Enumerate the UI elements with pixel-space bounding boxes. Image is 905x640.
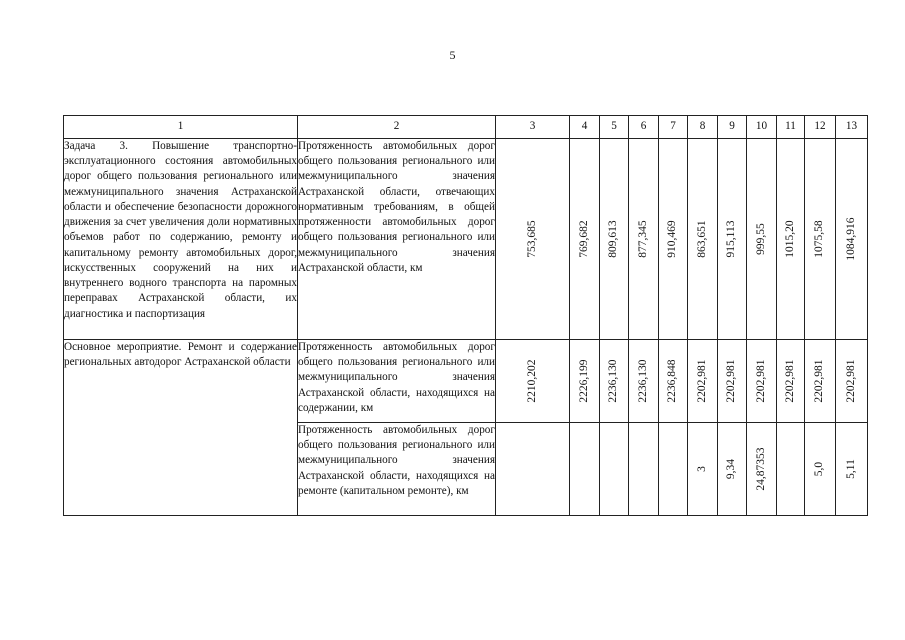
header-cell: 7 bbox=[659, 116, 688, 139]
value-cell bbox=[777, 340, 805, 423]
value-text: 915,113 bbox=[725, 220, 738, 258]
header-cell: 3 bbox=[496, 116, 570, 139]
value-text: 2236,130 bbox=[636, 359, 649, 403]
value-text: 2202,981 bbox=[813, 359, 826, 403]
task-cell: Основное мероприятие. Ремонт и содержание региональных автодорог Астраханской области bbox=[64, 340, 298, 516]
header-cell: 11 bbox=[777, 116, 805, 139]
value-cell bbox=[718, 423, 747, 516]
value-cell bbox=[777, 139, 805, 340]
value-cell bbox=[688, 340, 718, 423]
value-text: 2202,981 bbox=[695, 359, 708, 403]
header-cell: 6 bbox=[629, 116, 659, 139]
value-text: 877,345 bbox=[636, 220, 649, 258]
value-cell bbox=[496, 139, 570, 340]
value-cell bbox=[805, 423, 836, 516]
value-cell bbox=[570, 340, 600, 423]
value-cell bbox=[747, 139, 777, 340]
value-cell bbox=[659, 340, 688, 423]
page-number: 5 bbox=[449, 48, 456, 62]
header-cell: 10 bbox=[747, 116, 777, 139]
value-text: 2236,130 bbox=[607, 359, 620, 403]
value-text: 2236,848 bbox=[666, 359, 679, 403]
value-cell bbox=[659, 139, 688, 340]
value-cell bbox=[718, 139, 747, 340]
value-text: 5,0 bbox=[813, 461, 826, 477]
value-cell bbox=[629, 340, 659, 423]
value-text: 3 bbox=[695, 466, 708, 472]
header-cell: 13 bbox=[836, 116, 868, 139]
value-cell bbox=[600, 139, 629, 340]
value-cell bbox=[836, 139, 868, 340]
value-cell bbox=[836, 423, 868, 516]
value-text: 999,55 bbox=[754, 223, 767, 255]
value-cell bbox=[629, 423, 659, 516]
value-text: 863,651 bbox=[695, 220, 708, 258]
value-text: 2202,981 bbox=[725, 359, 738, 403]
value-cell bbox=[777, 423, 805, 516]
value-text: 1015,20 bbox=[783, 220, 796, 258]
value-cell bbox=[659, 423, 688, 516]
indicator-cell: Протяженность автомобильных дорог общего пользования регионального или межмуниципального значения Астраханской области, находящихся на ремонте (капитальном ремонте), км bbox=[298, 423, 496, 516]
value-text: 753,685 bbox=[525, 220, 538, 258]
header-cell: 9 bbox=[718, 116, 747, 139]
value-cell bbox=[688, 139, 718, 340]
value-text: 809,613 bbox=[607, 220, 620, 258]
value-text: 1075,58 bbox=[813, 220, 826, 258]
value-cell bbox=[747, 423, 777, 516]
value-cell bbox=[718, 340, 747, 423]
value-text: 1084,916 bbox=[844, 217, 857, 261]
task-cell: Задача 3. Повышение транспортно-эксплуатационного состояния автомобильных дорог общего пользования регионального или межмуниципального значения Астраханской области и обеспечение безопасности дорожного движения за счет увеличения доли нормативных объемов работ по содержанию, ремонту и капитальному ремонту автомобильных дорог, искусственных сооружений на них и внутреннего водного транспорта на паромных переправах Астраханской области, их диагностика и паспортизация bbox=[64, 139, 298, 340]
indicators-table bbox=[63, 115, 868, 516]
value-text: 2202,981 bbox=[754, 359, 767, 403]
header-cell: 8 bbox=[688, 116, 718, 139]
value-text: 5,11 bbox=[844, 459, 857, 479]
value-cell bbox=[570, 423, 600, 516]
value-cell bbox=[688, 423, 718, 516]
table-row bbox=[64, 340, 868, 423]
header-cell: 12 bbox=[805, 116, 836, 139]
value-cell bbox=[600, 423, 629, 516]
value-text: 2202,981 bbox=[844, 359, 857, 403]
value-cell bbox=[805, 139, 836, 340]
table-row bbox=[64, 139, 868, 340]
header-cell: 1 bbox=[64, 116, 298, 139]
value-cell bbox=[747, 340, 777, 423]
value-cell bbox=[496, 423, 570, 516]
header-cell: 2 bbox=[298, 116, 496, 139]
header-cell: 4 bbox=[570, 116, 600, 139]
value-text: 24,87353 bbox=[754, 447, 767, 491]
value-cell bbox=[496, 340, 570, 423]
header-row bbox=[64, 116, 868, 139]
indicator-cell: Протяженность автомобильных дорог общего пользования регионального или межмуниципального значения Астраханской области, отвечающих нормативным требованиям, в общей протяженности автомобильных дорог общего пользования регионального или межмуниципального значения Астраханской области, км bbox=[298, 139, 496, 340]
value-text: 769,682 bbox=[577, 220, 590, 258]
value-text: 2210,202 bbox=[525, 359, 538, 403]
indicator-cell: Протяженность автомобильных дорог общего пользования регионального или межмуниципального значения Астраханской области, находящихся на содержании, км bbox=[298, 340, 496, 423]
value-cell bbox=[600, 340, 629, 423]
value-text: 2226,199 bbox=[577, 359, 590, 403]
value-text: 2202,981 bbox=[783, 359, 796, 403]
value-cell bbox=[836, 340, 868, 423]
value-text: 910,469 bbox=[666, 220, 679, 258]
value-cell bbox=[805, 340, 836, 423]
header-cell: 5 bbox=[600, 116, 629, 139]
value-text: 9,34 bbox=[725, 458, 738, 480]
value-cell bbox=[570, 139, 600, 340]
value-cell bbox=[629, 139, 659, 340]
